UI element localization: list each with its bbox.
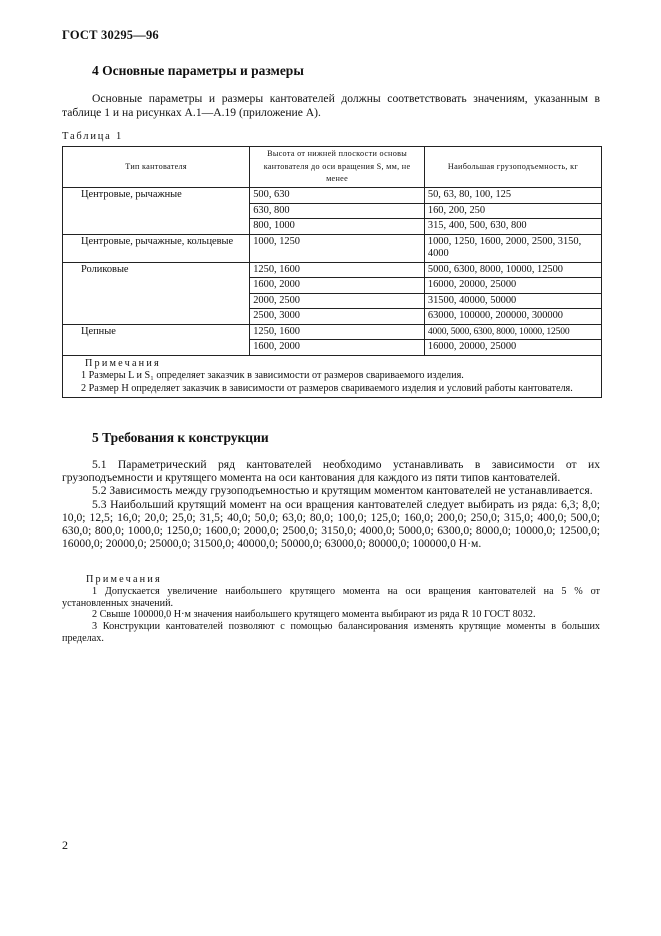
header-capacity: Наибольшая грузоподъемность, кг [424,147,601,188]
table-row [63,188,602,204]
document-code: ГОСТ 30295—96 [62,28,159,42]
table-row [63,324,602,340]
section-5-note-2: 2 Свыше 100000,0 Н·м значения наибольшего крутящего момента выбирают из ряда R 10 ГОСТ 8032. [92,609,536,621]
clause-5-3: 5.3 Наибольший крутящий момент на оси вращения кантователей следует выбирать из ряда: 6,3; 8,0; 10,0; 12,5; 16,0; 20,0; 25,0; 31,5; 40,0; 50,0; 63,0; 80,0; 100,0; 125,0; 160,0; 200,0; 250,0; 315,0; 400,0; 500,0; 630,0; 800,0; 1000,0; 1250,0; 1600,0; 2000,0; 2500,0; 3150,0; 4000,0; 5000,0; 6300,0; 8000,0; 10000,0; 12500,0; 16000,0; 20000,0; 25000,0; 31500,0; 40000,0; 50000,0; 63000,0; 80000,0; 100000,0 Н·м. [62,497,600,551]
table-notes [63,355,602,398]
table-1 [62,146,602,398]
section-4-heading: 4 Основные параметры и размеры [92,63,304,78]
clause-5-1: 5.1 Параметрический ряд кантователей необходимо устанавливать в зависимости от их грузоподъемности и крутящего момента на оси кантования для каждого из пяти типов кантователей. [62,458,600,485]
capacity-cell: 160, 200, 250 [424,203,601,219]
table-row [63,262,602,278]
capacity-cell: 5000, 6300, 8000, 10000, 12500 [424,262,601,278]
height-cell: 1600, 2000 [250,340,425,356]
table-1-caption: Таблица 1 [62,131,124,142]
section-5-heading: 5 Требования к конструкции [92,430,269,445]
section-5-note-1: 1 Допускается увеличение наибольшего крутящего момента на оси вращения кантователей на 5 % от установленных значений. [62,585,600,609]
height-cell: 2000, 2500 [250,293,425,309]
clause-5-2: 5.2 Зависимость между грузоподъемностью и крутящим моментом кантователей не устанавливается. [92,484,593,498]
table-note-1: 1 Размеры L и S₁ определяет заказчик в зависимости от размеров свариваемого изделия. [81,370,464,381]
section-5-notes-title: Примечания [86,574,162,585]
type-cell: Центровые, рычажные [63,188,250,235]
table-row [63,234,602,262]
capacity-cell: 1000, 1250, 1600, 2000, 2500, 3150, 4000 [424,234,601,262]
height-cell: 500, 630 [250,188,425,204]
height-cell: 1000, 1250 [250,234,425,262]
height-cell: 1250, 1600 [250,262,425,278]
header-type: Тип кантователя [63,147,250,188]
type-cell: Роликовые [63,262,250,324]
height-cell: 800, 1000 [250,219,425,235]
height-cell: 1600, 2000 [250,278,425,294]
capacity-cell: 16000, 20000, 25000 [424,278,601,294]
table-notes-row [63,355,602,398]
type-cell: Цепные [63,324,250,355]
height-cell: 1250, 1600 [250,324,425,340]
capacity-cell: 31500, 40000, 50000 [424,293,601,309]
table-header-row [63,147,602,188]
type-cell: Центровые, рычажные, кольцевые [63,234,250,262]
page-number: 2 [62,838,68,852]
section-5-body [62,458,600,550]
capacity-cell: 315, 400, 500, 630, 800 [424,219,601,235]
capacity-cell: 16000, 20000, 25000 [424,340,601,356]
capacity-cell: 50, 63, 80, 100, 125 [424,188,601,204]
header-height: Высота от нижней плоскости основы кантователя до оси вращения S, мм, не менее [250,147,425,188]
section-5-notes [62,574,600,645]
section-5-note-3: 3 Конструкции кантователей позволяют с помощью балансирования изменять крутящие моменты в больших пределах. [62,621,600,644]
height-cell: 2500, 3000 [250,309,425,325]
table-notes-title: Примечания [85,357,161,369]
capacity-cell: 4000, 5000, 6300, 8000, 10000, 12500 [424,324,601,340]
table-note-2: 2 Размер H определяет заказчик в зависимости от размеров свариваемого изделия и условий работы кантователя. [81,382,573,394]
height-cell: 630, 800 [250,203,425,219]
section-4-paragraph: Основные параметры и размеры кантователей должны соответствовать значениям, указанным в таблице 1 и на рисунках А.1—А.19 (приложение А). [62,92,600,119]
capacity-cell: 63000, 100000, 200000, 300000 [424,309,601,325]
